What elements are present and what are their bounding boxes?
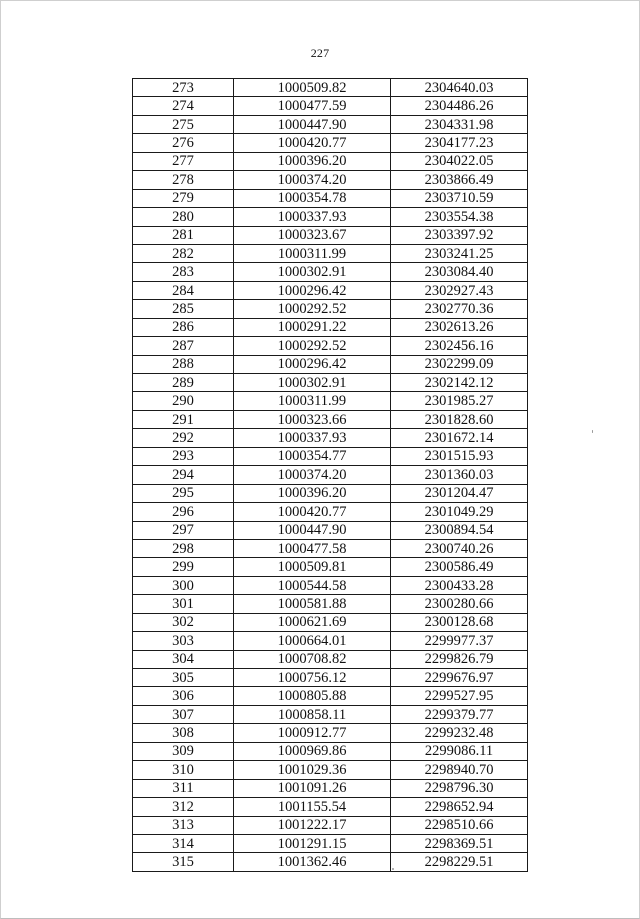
x-coordinate-cell: 1000337.93 (234, 429, 391, 447)
x-coordinate-cell: 1001291.15 (234, 834, 391, 852)
y-coordinate-cell: 2299676.97 (391, 669, 528, 687)
x-coordinate-cell: 1001362.46 (234, 853, 391, 871)
x-coordinate-cell: 1001091.26 (234, 779, 391, 797)
y-coordinate-cell: 2301204.47 (391, 484, 528, 502)
x-coordinate-cell: 1000354.77 (234, 447, 391, 465)
table-row (133, 724, 528, 742)
point-number-cell: 295 (133, 484, 234, 502)
x-coordinate-cell: 1000323.67 (234, 226, 391, 244)
x-coordinate-cell: 1001222.17 (234, 816, 391, 834)
point-number-cell: 287 (133, 337, 234, 355)
y-coordinate-cell: 2301360.03 (391, 466, 528, 484)
table-row (133, 503, 528, 521)
x-coordinate-cell: 1000969.86 (234, 742, 391, 760)
table-row (133, 650, 528, 668)
y-coordinate-cell: 2301828.60 (391, 410, 528, 428)
y-coordinate-cell: 2298369.51 (391, 834, 528, 852)
y-coordinate-cell: 2300894.54 (391, 521, 528, 539)
table-row (133, 761, 528, 779)
point-number-cell: 289 (133, 374, 234, 392)
table-row (133, 705, 528, 723)
point-number-cell: 291 (133, 410, 234, 428)
x-coordinate-cell: 1000581.88 (234, 595, 391, 613)
point-number-cell: 307 (133, 705, 234, 723)
x-coordinate-cell: 1000323.66 (234, 410, 391, 428)
coordinates-table (132, 78, 528, 872)
y-coordinate-cell: 2304640.03 (391, 79, 528, 97)
y-coordinate-cell: 2301049.29 (391, 503, 528, 521)
point-number-cell: 303 (133, 632, 234, 650)
point-number-cell: 286 (133, 318, 234, 336)
y-coordinate-cell: 2298229.51 (391, 853, 528, 871)
point-number-cell: 299 (133, 558, 234, 576)
y-coordinate-cell: 2303241.25 (391, 244, 528, 262)
y-coordinate-cell: 2300433.28 (391, 576, 528, 594)
y-coordinate-cell: 2302927.43 (391, 281, 528, 299)
x-coordinate-cell: 1000477.58 (234, 539, 391, 557)
point-number-cell: 277 (133, 152, 234, 170)
y-coordinate-cell: 2298652.94 (391, 798, 528, 816)
y-coordinate-cell: 2302299.09 (391, 355, 528, 373)
point-number-cell: 312 (133, 798, 234, 816)
table-row (133, 392, 528, 410)
point-number-cell: 302 (133, 613, 234, 631)
y-coordinate-cell: 2302142.12 (391, 374, 528, 392)
point-number-cell: 283 (133, 263, 234, 281)
y-coordinate-cell: 2303397.92 (391, 226, 528, 244)
x-coordinate-cell: 1000311.99 (234, 392, 391, 410)
point-number-cell: 308 (133, 724, 234, 742)
point-number-cell: 292 (133, 429, 234, 447)
y-coordinate-cell: 2302770.36 (391, 300, 528, 318)
y-coordinate-cell: 2299379.77 (391, 705, 528, 723)
x-coordinate-cell: 1000858.11 (234, 705, 391, 723)
table-row (133, 539, 528, 557)
y-coordinate-cell: 2303710.59 (391, 189, 528, 207)
table-row (133, 244, 528, 262)
point-number-cell: 300 (133, 576, 234, 594)
point-number-cell: 301 (133, 595, 234, 613)
y-coordinate-cell: 2300586.49 (391, 558, 528, 576)
x-coordinate-cell: 1000374.20 (234, 171, 391, 189)
x-coordinate-cell: 1000302.91 (234, 374, 391, 392)
point-number-cell: 293 (133, 447, 234, 465)
y-coordinate-cell: 2303084.40 (391, 263, 528, 281)
x-coordinate-cell: 1000302.91 (234, 263, 391, 281)
x-coordinate-cell: 1000296.42 (234, 355, 391, 373)
point-number-cell: 273 (133, 79, 234, 97)
y-coordinate-cell: 2304331.98 (391, 115, 528, 133)
x-coordinate-cell: 1000447.90 (234, 521, 391, 539)
point-number-cell: 290 (133, 392, 234, 410)
x-coordinate-cell: 1000544.58 (234, 576, 391, 594)
table-row (133, 669, 528, 687)
x-coordinate-cell: 1000420.77 (234, 134, 391, 152)
table-row (133, 79, 528, 97)
x-coordinate-cell: 1000420.77 (234, 503, 391, 521)
table-row (133, 558, 528, 576)
x-coordinate-cell: 1000708.82 (234, 650, 391, 668)
x-coordinate-cell: 1000664.01 (234, 632, 391, 650)
point-number-cell: 304 (133, 650, 234, 668)
y-coordinate-cell: 2299086.11 (391, 742, 528, 760)
table-row (133, 410, 528, 428)
x-coordinate-cell: 1000291.22 (234, 318, 391, 336)
x-coordinate-cell: 1000621.69 (234, 613, 391, 631)
y-coordinate-cell: 2299826.79 (391, 650, 528, 668)
table-row (133, 816, 528, 834)
x-coordinate-cell: 1000337.93 (234, 208, 391, 226)
table-row (133, 263, 528, 281)
table-row (133, 355, 528, 373)
y-coordinate-cell: 2302613.26 (391, 318, 528, 336)
x-coordinate-cell: 1000396.20 (234, 152, 391, 170)
table-row (133, 171, 528, 189)
table-row (133, 613, 528, 631)
y-coordinate-cell: 2303554.38 (391, 208, 528, 226)
point-number-cell: 315 (133, 853, 234, 871)
x-coordinate-cell: 1000509.82 (234, 79, 391, 97)
y-coordinate-cell: 2299977.37 (391, 632, 528, 650)
point-number-cell: 278 (133, 171, 234, 189)
y-coordinate-cell: 2300740.26 (391, 539, 528, 557)
point-number-cell: 281 (133, 226, 234, 244)
table-row (133, 134, 528, 152)
point-number-cell: 305 (133, 669, 234, 687)
y-coordinate-cell: 2300128.68 (391, 613, 528, 631)
point-number-cell: 297 (133, 521, 234, 539)
table-row (133, 115, 528, 133)
table-row (133, 226, 528, 244)
coordinates-table-body (133, 79, 528, 872)
table-row (133, 281, 528, 299)
x-coordinate-cell: 1000396.20 (234, 484, 391, 502)
point-number-cell: 279 (133, 189, 234, 207)
table-row (133, 576, 528, 594)
table-row (133, 208, 528, 226)
table-row (133, 779, 528, 797)
table-row (133, 521, 528, 539)
table-row (133, 798, 528, 816)
table-row (133, 834, 528, 852)
y-coordinate-cell: 2298940.70 (391, 761, 528, 779)
point-number-cell: 296 (133, 503, 234, 521)
y-coordinate-cell: 2301672.14 (391, 429, 528, 447)
point-number-cell: 298 (133, 539, 234, 557)
y-coordinate-cell: 2301515.93 (391, 447, 528, 465)
x-coordinate-cell: 1000292.52 (234, 300, 391, 318)
table-row (133, 466, 528, 484)
point-number-cell: 313 (133, 816, 234, 834)
point-number-cell: 285 (133, 300, 234, 318)
y-coordinate-cell: 2304486.26 (391, 97, 528, 115)
table-row (133, 189, 528, 207)
x-coordinate-cell: 1000296.42 (234, 281, 391, 299)
table-row (133, 687, 528, 705)
x-coordinate-cell: 1000756.12 (234, 669, 391, 687)
point-number-cell: 310 (133, 761, 234, 779)
x-coordinate-cell: 1001155.54 (234, 798, 391, 816)
table-row (133, 97, 528, 115)
table-row (133, 484, 528, 502)
y-coordinate-cell: 2299527.95 (391, 687, 528, 705)
y-coordinate-cell: 2304177.23 (391, 134, 528, 152)
point-number-cell: 274 (133, 97, 234, 115)
table-row (133, 300, 528, 318)
x-coordinate-cell: 1000447.90 (234, 115, 391, 133)
table-row (133, 152, 528, 170)
point-number-cell: 280 (133, 208, 234, 226)
scan-speck (392, 868, 394, 870)
scan-speck (592, 430, 593, 433)
table-row (133, 318, 528, 336)
point-number-cell: 294 (133, 466, 234, 484)
y-coordinate-cell: 2298796.30 (391, 779, 528, 797)
point-number-cell: 306 (133, 687, 234, 705)
point-number-cell: 284 (133, 281, 234, 299)
x-coordinate-cell: 1000311.99 (234, 244, 391, 262)
point-number-cell: 276 (133, 134, 234, 152)
point-number-cell: 275 (133, 115, 234, 133)
table-row (133, 742, 528, 760)
x-coordinate-cell: 1000354.78 (234, 189, 391, 207)
point-number-cell: 309 (133, 742, 234, 760)
x-coordinate-cell: 1000292.52 (234, 337, 391, 355)
x-coordinate-cell: 1000509.81 (234, 558, 391, 576)
x-coordinate-cell: 1000805.88 (234, 687, 391, 705)
point-number-cell: 288 (133, 355, 234, 373)
y-coordinate-cell: 2300280.66 (391, 595, 528, 613)
y-coordinate-cell: 2299232.48 (391, 724, 528, 742)
page-number: 227 (310, 46, 330, 60)
table-row (133, 632, 528, 650)
point-number-cell: 282 (133, 244, 234, 262)
point-number-cell: 311 (133, 779, 234, 797)
point-number-cell: 314 (133, 834, 234, 852)
x-coordinate-cell: 1000912.77 (234, 724, 391, 742)
y-coordinate-cell: 2302456.16 (391, 337, 528, 355)
table-row (133, 337, 528, 355)
table-row (133, 853, 528, 871)
x-coordinate-cell: 1000374.20 (234, 466, 391, 484)
table-row (133, 595, 528, 613)
x-coordinate-cell: 1001029.36 (234, 761, 391, 779)
y-coordinate-cell: 2301985.27 (391, 392, 528, 410)
y-coordinate-cell: 2298510.66 (391, 816, 528, 834)
x-coordinate-cell: 1000477.59 (234, 97, 391, 115)
table-row (133, 374, 528, 392)
y-coordinate-cell: 2304022.05 (391, 152, 528, 170)
table-row (133, 429, 528, 447)
y-coordinate-cell: 2303866.49 (391, 171, 528, 189)
table-row (133, 447, 528, 465)
